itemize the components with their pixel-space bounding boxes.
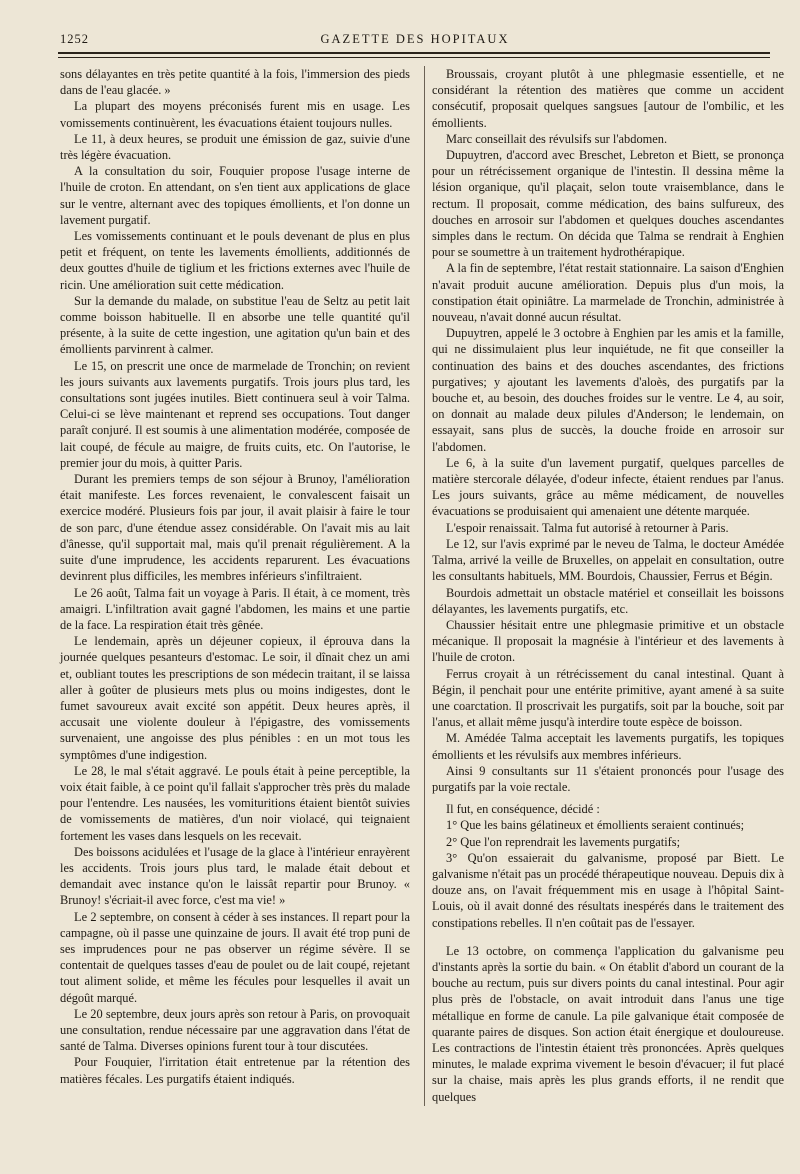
journal-title: GAZETTE DES HOPITAUX [320,32,510,46]
paragraph: Le 2 septembre, on consent à céder à ses instances. Il repart pour la campagne, où il passe une quinzaine de jours. Il avait été trop puni de ses imprudences pour ne pas observer un régime sévère. Il se contentait de quelques tasses d'eau de poulet ou de lait coupé, rejetant tout aliment solide, et même les fécules pour lesquelles il avait un dégoût marqué. [60,909,410,1005]
paragraph: Dupuytren, d'accord avec Breschet, Lebreton et Biett, se prononça pour un rétrécissement organique de l'intestin. Il dessina même la lésion organique, qu'il plaçait, selon toute vraisemblance, dans le rectum. Il proposait, comme médication, des bains sulfureux, des douches en arrosoir sur l'abdomen et quelques douches ascendantes simples dans le rectum. On décida que Talma se rendrait à Enghien pour se soumettre à un traitement hydrothérapique. [432,148,784,260]
paragraph: A la consultation du soir, Fouquier propose l'usage interne de l'huile de croton. En attendant, on s'en tient aux applications de glace sur le ventre, alternant avec des topiques émollients, et l'on donne un lavement purgatif. [60,164,410,227]
paragraph: Le 12, sur l'avis exprimé par le neveu de Talma, le docteur Amédée Talma, arrivé la veille de Bruxelles, on appelait en consultation, outre les consultants habituels, MM. Bourdois, Chaussier, Ferrus et Bégin. [432,536,784,584]
paragraph: Broussais, croyant plutôt à une phlegmasie essentielle, et ne considérant la rétention des matières que comme un accident consécutif, proposait quelques sangsues [autour de l'ombilic, et les émollients. [432,67,784,130]
paragraph: Sur la demande du malade, on substitue l'eau de Seltz au petit lait comme boisson habituelle. Il en absorbe une telle quantité qu'il présente, à la suite de cette ingestion, une agitation qu'un bain et des émollients parvinrent à calmer. [60,293,410,357]
paragraph: Le 15, on prescrit une once de marmelade de Tronchin; on revient les jours suivants aux lavements purgatifs. Trois jours plus tard, les consultations sont jugées inutiles. Biett continuera seul à voir Talma. Celui-ci se lève maintenant et reprend ses occupations. Tout danger paraît conjuré. Il est soumis à une alimentation modérée, composée de lait coupé, de fécule au maigre, de fruits cuits, etc. On l'autorise, le premier jour du mois, à quitter Paris. [60,358,410,470]
paragraph: Les vomissements continuant et le pouls devenant de plus en plus petit et fréquent, on tente les lavements émollients, additionnés de deux gouttes d'huile de tiglium et les frictions externes avec l'huile de ricin. Une amélioration suit cette médication. [60,229,410,292]
paragraph: Le 6, à la suite d'un lavement purgatif, quelques parcelles de matière stercorale délayée, d'odeur infecte, étaient rendues par l'anus. Les jours suivants, grâce au même médicament, de nouvelles évacuations se produisaient qui amenaient une détente marquée. [432,455,784,519]
paragraph: Ainsi 9 consultants sur 11 s'étaient prononcés pour l'usage des purgatifs par la voie rectale. [432,763,784,794]
page-number: 1252 [60,32,89,46]
paragraph: Le 28, le mal s'était aggravé. Le pouls était à peine perceptible, la voix était faible, à ce point qu'il fallait s'approcher très près du malade pour l'entendre. Les nausées, les vomituritions étaient bientôt suivies de vomissements de matières, d'un noir violacé, qui teignaient fortement les vases dans lesquels on les recevait. [60,763,410,843]
list-item: 3° Qu'on essaierait du galvanisme, proposé par Biett. Le galvanisme n'était pas un procédé thérapeutique nouveau. Depuis dix à douze ans, on l'avait fréquemment mis en usage à l'hôpital Saint-Louis, où il avait donné des résultats inespérés dans le traitement des constipations rebelles. Il n'en coûtait pas de l'essayer. [432,850,784,930]
paragraph: Durant les premiers temps de son séjour à Brunoy, l'amélioration était manifeste. Les forces revenaient, le convalescent faisait un exercice modéré. Plusieurs fois par jour, il avait plaisir à faire le tour de son parc, d'une étendue assez considérable. On l'avait mis au lait d'ânesse, qu'il supportait mal, mais qu'il prenait régulièrement. A la suite d'une imprudence, les accidents reparurent. Les évacuations devinrent plus difficiles, les membres inférieurs s'infiltraient. [60,472,410,584]
paragraph: Le 26 août, Talma fait un voyage à Paris. Il était, à ce moment, très amaigri. L'infiltration avait gagné l'abdomen, les mains et une partie de la face. La respiration était très gênée. [60,585,410,632]
page-header [60,28,770,50]
paragraph: Des boissons acidulées et l'usage de la glace à l'intérieur enrayèrent les accidents. Trois jours plus tard, le malade était debout et demandait avec instance qu'on le laissât repartir pour Brunoy. « Brunoy! s'écriait-il avec force, c'est ma vie! » [60,844,410,908]
left-column [60,66,410,1087]
right-column [432,66,784,1105]
paragraph: L'espoir renaissait. Talma fut autorisé à retourner à Paris. [446,520,729,535]
paragraph: La plupart des moyens préconisés furent mis en usage. Les vomissements continuèrent, les évacuations étaient toujours nulles. [60,99,410,130]
list-item: 1° Que les bains gélatineux et émollients seraient continués; [446,818,745,833]
paragraph: Le lendemain, après un déjeuner copieux, il éprouva dans la journée quelques pesanteurs d'estomac. Le soir, il dînait chez un ami et, oubliant toutes les prescriptions de son médecin traitant, il se laissa aller à goûter de plusieurs mets plus ou moins indigestes, dont le fumet savoureux avait excité son appétit. Deux heures après, il accusait une violente douleur à l'épigastre, des vomissements survenaient, une angoisse des plus pénibles : en un mot tous les symptômes d'une indigestion. [60,634,410,762]
paragraph: Marc conseillait des révulsifs sur l'abdomen. [446,131,668,146]
paragraph: A la fin de septembre, l'état restait stationnaire. La saison d'Enghien n'avait produit aucune amélioration. Depuis plus d'un mois, la constipation était opiniâtre. La marmelade de Tronchin, administrée à nouveau, n'avait donné aucun résultat. [432,261,784,325]
header-rule-thick [58,52,770,54]
paragraph: sons délayantes en très petite quantité à la fois, l'immersion des pieds dans de l'eau glacée. » [60,67,410,98]
header-rule-thin [58,57,770,58]
paragraph: Bourdois admettait un obstacle matériel et conseillait les boissons délayantes, les lavements purgatifs, etc. [432,585,784,616]
paragraph: M. Amédée Talma acceptait les lavements purgatifs, les topiques émollients et les révulsifs aux membres inférieurs. [432,731,784,762]
column-separator [424,66,425,1106]
paragraph: Chaussier hésitait entre une phlegmasie primitive et un obstacle mécanique. Il proposait la magnésie à l'intérieur et des lavements à l'huile de croton. [432,617,784,665]
list-item: 2° Que l'on reprendrait les lavements purgatifs; [446,834,681,849]
paragraph: Ferrus croyait à un rétrécissement du canal intestinal. Quant à Bégin, il penchait pour une entérite primitive, ayant amené à sa suite une coarctation. Il proscrivait les purgatifs, soit par la bouche, soit par l'anus, et allait même jusqu'à interdire toute espèce de boisson. [432,666,784,730]
paragraph: Le 20 septembre, deux jours après son retour à Paris, on provoquait une consultation, rendue nécessaire par une aggravation dans l'état de santé de Talma. Diverses opinions furent tour à tour discutées. [60,1006,410,1054]
paragraph: Il fut, en conséquence, décidé : [446,802,600,817]
paragraph: Le 13 octobre, on commença l'application du galvanisme peu d'instants après la sortie du bain. « On établit d'abord un courant de la bouche au rectum, puis sur divers points du canal intestinal. Pour agir plus près de l'obstacle, on avait introduit dans l'anus une tige métallique en forme de canule. La pile galvanique était composée de quarante paires de disques. Son action était énergique et douloureuse. Les contractions de l'intestin étaient très prononcées. Après quelques minutes, le malade exprima vivement le besoin d'évacuer; il fut placé sur la chaise, mais après les plus grands efforts, il ne rendit que quelques [432,943,784,1104]
paragraph: Pour Fouquier, l'irritation était entretenue par la rétention des matières fécales. Les purgatifs étaient indiqués. [60,1055,410,1086]
paragraph: Le 11, à deux heures, se produit une émission de gaz, suivie d'une très légère évacuation. [60,131,410,163]
paragraph: Dupuytren, appelé le 3 octobre à Enghien par les amis et la famille, qui ne dissimulaient plus leur inquiétude, ne fit que conseiller la continuation des bains et des douches ascendantes, des frictions purgatives; y ajoutant les lavements d'aloès, des purgatifs par la bouche et, au besoin, des douches froides sur le ventre. Le 4, au soir, on donnait au malade deux pilules d'Anderson; le lendemain, on essayait, sans plus de succès, la douche froide en arrosoir sur l'abdomen. [432,326,784,454]
